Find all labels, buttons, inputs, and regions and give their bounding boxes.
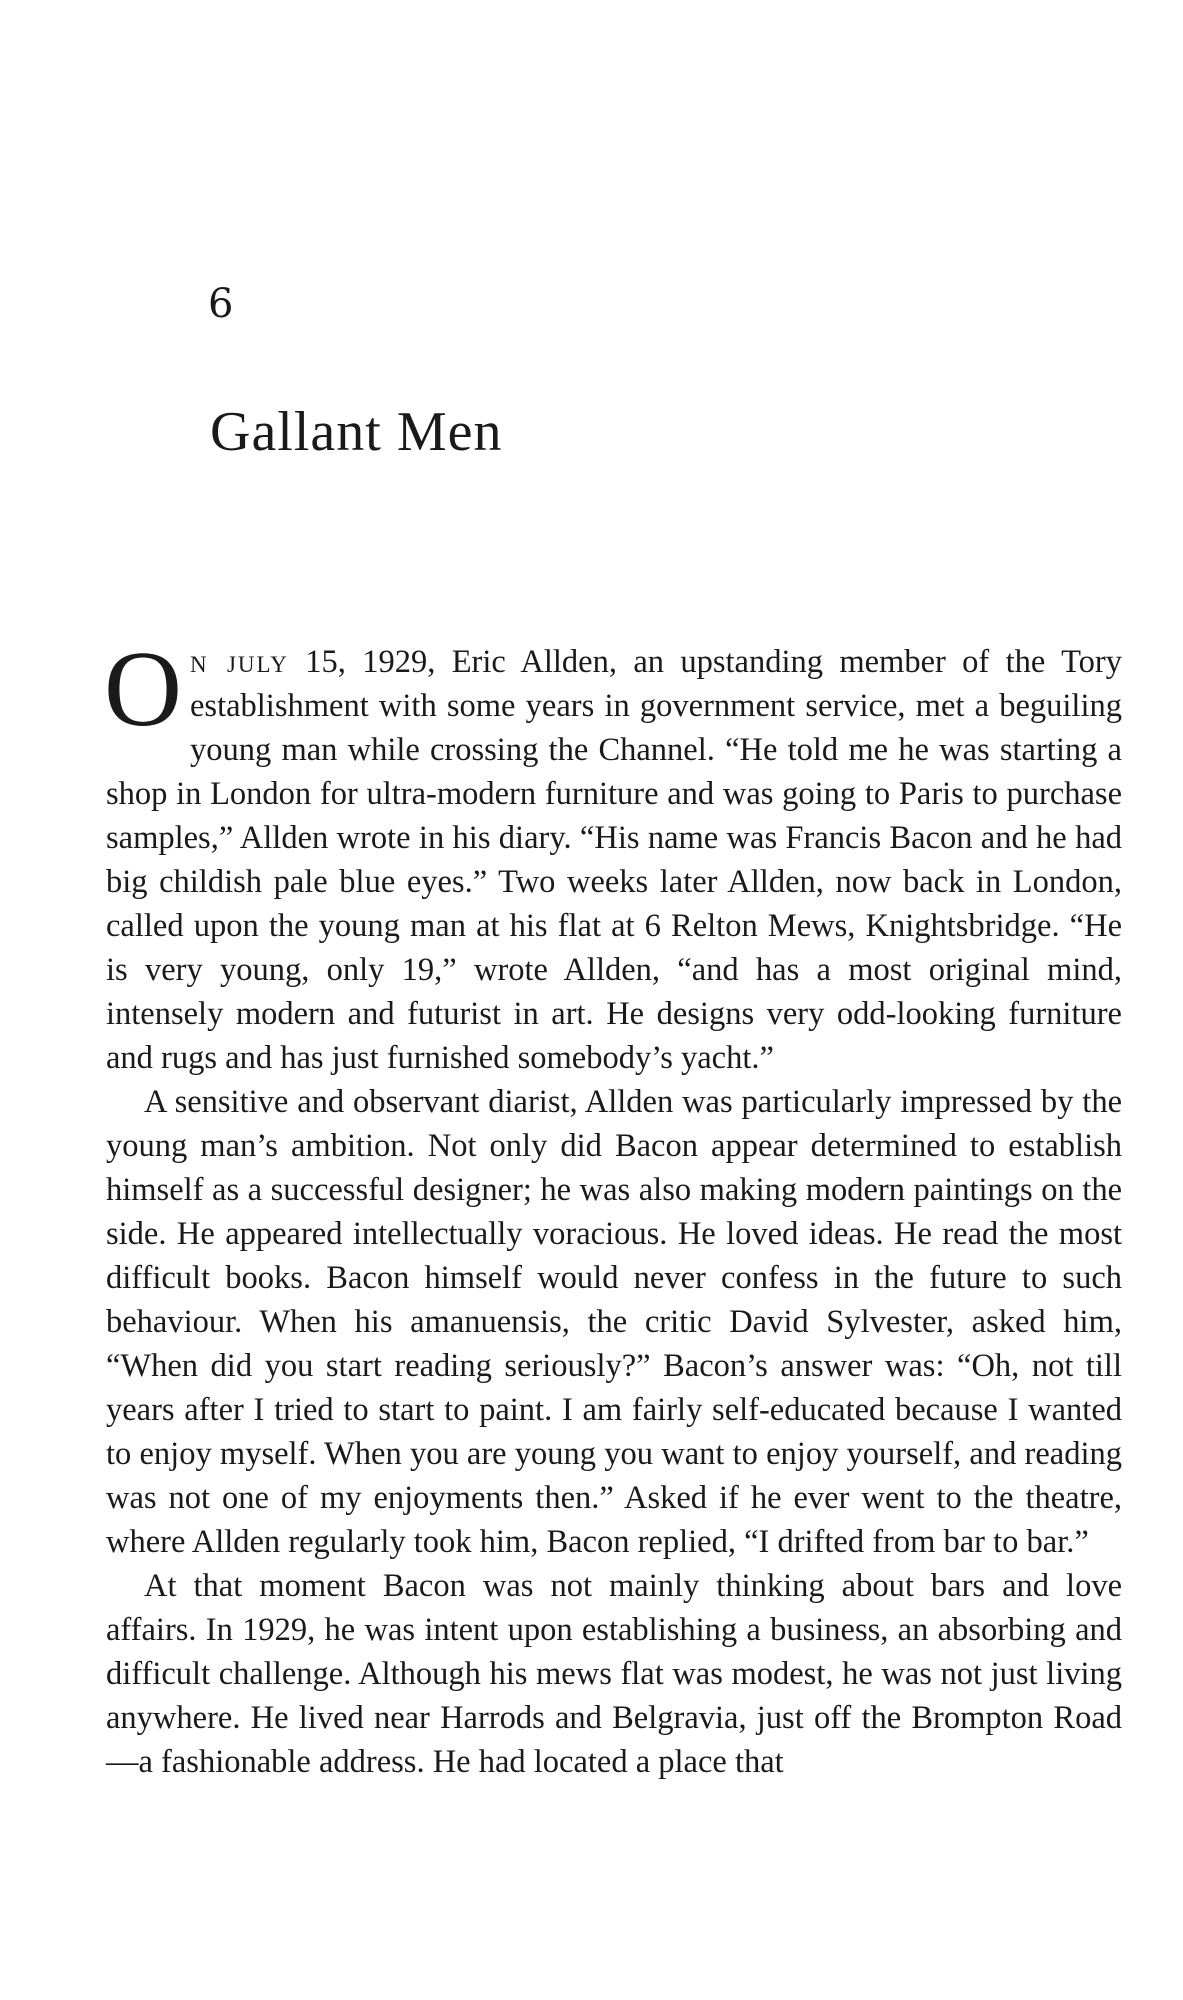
chapter-title: Gallant Men	[210, 401, 503, 463]
paragraph-2: A sensitive and observant diarist, Allden was particularly impressed by the young man’s ambition. Not only did Bacon appear determined to establish himself as a successful designer; he was also making modern paintings on the side. He appeared intellectually voracious. He loved ideas. He read the most difficult books. Bacon himself would never confess in the future to such behaviour. When his amanuensis, the critic David Sylvester, asked him, “When did you start reading seriously?” Bacon’s answer was: “Oh, not till years after I tried to start to paint. I am fairly self-educated because I wanted to enjoy myself. When you are young you want to enjoy yourself, and reading was not one of my enjoyments then.” Asked if he ever went to the theatre, where Allden regularly took him, Bacon replied, “I drifted from bar to bar.”	[106, 1084, 1122, 1560]
body-text	[104, 630, 1122, 1784]
paragraph-1-text: 15, 1929, Eric Allden, an upstanding member of the Tory establishment with some years in government service, met a beguiling young man while crossing the Channel. “He told me he was starting a shop in London for ultra-modern furniture and was going to Paris to purchase samples,” Allden wrote in his diary. “His name was Francis Bacon and he had big childish pale blue eyes.” Two weeks later Allden, now back in London, called upon the young man at his flat at 6 Relton Mews, Knightsbridge. “He is very young, only 19,” wrote Allden, “and has a most original mind, intensely modern and futurist in art. He designs very odd-looking furniture and rugs and has just furnished somebody’s yacht.”	[106, 644, 1122, 1076]
paragraph-1	[104, 630, 1122, 1080]
drop-cap: O	[104, 630, 182, 749]
paragraph-3: At that moment Bacon was not mainly thinking about bars and love affairs. In 1929, he was intent upon establishing a business, an absorbing and difficult challenge. Although his mews flat was modest, he was not just living anywhere. He lived near Harrods and Belgravia, just off the Brompton Road—a fashionable address. He had located a place that	[106, 1568, 1122, 1780]
chapter-number: 6	[208, 281, 234, 327]
opening-small-caps: n july	[190, 644, 289, 680]
